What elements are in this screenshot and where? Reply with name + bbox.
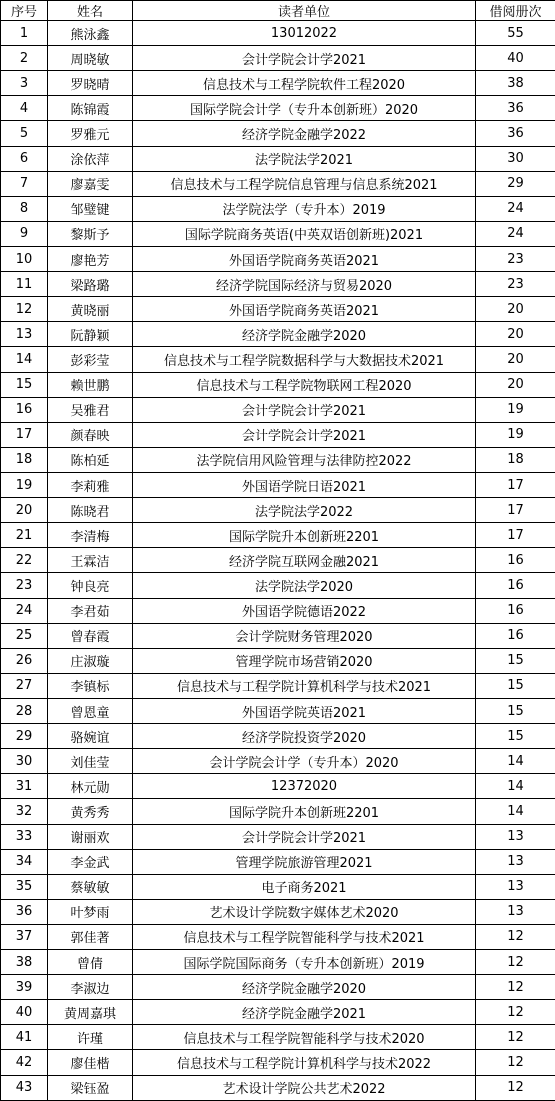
table-row <box>1 1025 555 1050</box>
table-row <box>1 196 555 221</box>
cell-serial-number: 32 <box>1 799 48 824</box>
cell-name: 周晓敏 <box>48 46 133 71</box>
cell-name: 吴雅君 <box>48 397 133 422</box>
cell-borrow-count: 30 <box>476 146 555 171</box>
cell-serial-number: 5 <box>1 121 48 146</box>
table-row <box>1 1000 555 1025</box>
cell-name: 谢丽欢 <box>48 824 133 849</box>
cell-borrow-count: 40 <box>476 46 555 71</box>
cell-borrow-count: 17 <box>476 523 555 548</box>
cell-name: 李清梅 <box>48 523 133 548</box>
cell-borrow-count: 12 <box>476 924 555 949</box>
cell-name: 林元勋 <box>48 774 133 799</box>
table-row <box>1 799 555 824</box>
table-row <box>1 749 555 774</box>
cell-borrow-count: 19 <box>476 422 555 447</box>
cell-borrow-count: 18 <box>476 447 555 472</box>
cell-serial-number: 28 <box>1 698 48 723</box>
cell-borrow-count: 12 <box>476 1000 555 1025</box>
table-row <box>1 272 555 297</box>
cell-reader-unit: 国际学院升本创新班2201 <box>133 523 476 548</box>
cell-name: 廖艳芳 <box>48 246 133 271</box>
cell-reader-unit: 外国语学院日语2021 <box>133 472 476 497</box>
cell-reader-unit: 会计学院财务管理2020 <box>133 623 476 648</box>
cell-serial-number: 21 <box>1 523 48 548</box>
cell-reader-unit: 会计学院会计学2021 <box>133 824 476 849</box>
table-row <box>1 96 555 121</box>
cell-reader-unit: 外国语学院商务英语2021 <box>133 246 476 271</box>
cell-reader-unit: 经济学院金融学2020 <box>133 322 476 347</box>
cell-reader-unit: 经济学院金融学2020 <box>133 975 476 1000</box>
cell-serial-number: 7 <box>1 171 48 196</box>
cell-reader-unit: 信息技术与工程学院软件工程2020 <box>133 71 476 96</box>
cell-reader-unit: 法学院法学（专升本）2019 <box>133 196 476 221</box>
cell-reader-unit: 国际学院国际商务（专升本创新班）2019 <box>133 950 476 975</box>
cell-borrow-count: 14 <box>476 749 555 774</box>
cell-name: 廖嘉雯 <box>48 171 133 196</box>
cell-reader-unit: 信息技术与工程学院信息管理与信息系统2021 <box>133 171 476 196</box>
cell-serial-number: 10 <box>1 246 48 271</box>
cell-name: 罗雅元 <box>48 121 133 146</box>
table-row <box>1 724 555 749</box>
cell-serial-number: 40 <box>1 1000 48 1025</box>
cell-reader-unit: 信息技术与工程学院智能科学与技术2020 <box>133 1025 476 1050</box>
table-row <box>1 422 555 447</box>
cell-borrow-count: 12 <box>476 1050 555 1075</box>
table-row <box>1 46 555 71</box>
cell-borrow-count: 16 <box>476 598 555 623</box>
cell-reader-unit: 信息技术与工程学院物联网工程2020 <box>133 372 476 397</box>
cell-reader-unit: 艺术设计学院数字媒体艺术2020 <box>133 899 476 924</box>
cell-borrow-count: 24 <box>476 221 555 246</box>
cell-name: 梁钰盈 <box>48 1075 133 1100</box>
table-row <box>1 397 555 422</box>
table-row <box>1 171 555 196</box>
table-row <box>1 523 555 548</box>
cell-name: 黄秀秀 <box>48 799 133 824</box>
cell-name: 王霖洁 <box>48 548 133 573</box>
cell-serial-number: 3 <box>1 71 48 96</box>
table-row <box>1 698 555 723</box>
cell-name: 李镇标 <box>48 673 133 698</box>
cell-serial-number: 9 <box>1 221 48 246</box>
cell-borrow-count: 14 <box>476 799 555 824</box>
table-row <box>1 21 555 46</box>
cell-name: 曾春霞 <box>48 623 133 648</box>
cell-borrow-count: 23 <box>476 246 555 271</box>
cell-reader-unit: 会计学院会计学2021 <box>133 46 476 71</box>
cell-serial-number: 2 <box>1 46 48 71</box>
table-row <box>1 623 555 648</box>
cell-serial-number: 14 <box>1 347 48 372</box>
table-row <box>1 146 555 171</box>
cell-reader-unit: 管理学院市场营销2020 <box>133 648 476 673</box>
cell-borrow-count: 13 <box>476 824 555 849</box>
table-row <box>1 824 555 849</box>
table-row <box>1 121 555 146</box>
table-row <box>1 297 555 322</box>
cell-serial-number: 18 <box>1 447 48 472</box>
cell-name: 陈锦霞 <box>48 96 133 121</box>
cell-name: 黄周嘉琪 <box>48 1000 133 1025</box>
cell-reader-unit: 信息技术与工程学院数据科学与大数据技术2021 <box>133 347 476 372</box>
cell-name: 蔡敏敏 <box>48 874 133 899</box>
cell-name: 许瑾 <box>48 1025 133 1050</box>
table-row <box>1 673 555 698</box>
cell-reader-unit: 经济学院国际经济与贸易2020 <box>133 272 476 297</box>
cell-serial-number: 26 <box>1 648 48 673</box>
cell-name: 李莉雅 <box>48 472 133 497</box>
cell-borrow-count: 24 <box>476 196 555 221</box>
table-header <box>1 1 555 21</box>
table-row <box>1 849 555 874</box>
cell-reader-unit: 管理学院旅游管理2021 <box>133 849 476 874</box>
cell-serial-number: 11 <box>1 272 48 297</box>
cell-borrow-count: 12 <box>476 1025 555 1050</box>
cell-serial-number: 43 <box>1 1075 48 1100</box>
table-row <box>1 221 555 246</box>
cell-reader-unit: 法学院法学2020 <box>133 573 476 598</box>
cell-reader-unit: 信息技术与工程学院智能科学与技术2021 <box>133 924 476 949</box>
cell-borrow-count: 14 <box>476 774 555 799</box>
table-row <box>1 774 555 799</box>
cell-reader-unit: 法学院法学2021 <box>133 146 476 171</box>
cell-name: 李君茹 <box>48 598 133 623</box>
cell-reader-unit: 经济学院金融学2022 <box>133 121 476 146</box>
cell-serial-number: 39 <box>1 975 48 1000</box>
cell-reader-unit: 会计学院会计学2021 <box>133 422 476 447</box>
cell-name: 廖佳楷 <box>48 1050 133 1075</box>
cell-borrow-count: 15 <box>476 648 555 673</box>
cell-name: 赖世鹏 <box>48 372 133 397</box>
table-row <box>1 347 555 372</box>
cell-serial-number: 6 <box>1 146 48 171</box>
cell-name: 庄淑璇 <box>48 648 133 673</box>
cell-reader-unit: 会计学院会计学2021 <box>133 397 476 422</box>
cell-name: 陈晓君 <box>48 498 133 523</box>
cell-borrow-count: 55 <box>476 21 555 46</box>
cell-name: 熊泳鑫 <box>48 21 133 46</box>
table-row <box>1 372 555 397</box>
table-row <box>1 598 555 623</box>
cell-borrow-count: 36 <box>476 96 555 121</box>
cell-serial-number: 16 <box>1 397 48 422</box>
cell-serial-number: 1 <box>1 21 48 46</box>
cell-serial-number: 17 <box>1 422 48 447</box>
table-row <box>1 71 555 96</box>
table-row <box>1 874 555 899</box>
cell-reader-unit: 法学院法学2022 <box>133 498 476 523</box>
cell-reader-unit: 会计学院会计学（专升本）2020 <box>133 749 476 774</box>
cell-name: 钟良亮 <box>48 573 133 598</box>
table-row <box>1 447 555 472</box>
cell-borrow-count: 12 <box>476 950 555 975</box>
cell-name: 邹璧键 <box>48 196 133 221</box>
cell-borrow-count: 17 <box>476 472 555 497</box>
cell-reader-unit: 国际学院会计学（专升本创新班）2020 <box>133 96 476 121</box>
cell-name: 郭佳著 <box>48 924 133 949</box>
cell-name: 叶梦雨 <box>48 899 133 924</box>
cell-name: 涂依萍 <box>48 146 133 171</box>
cell-borrow-count: 13 <box>476 849 555 874</box>
cell-reader-unit: 电子商务2021 <box>133 874 476 899</box>
table-row <box>1 548 555 573</box>
cell-name: 骆婉谊 <box>48 724 133 749</box>
header-borrow-count: 借阅册次 <box>476 1 555 21</box>
cell-reader-unit: 法学院信用风险管理与法律防控2022 <box>133 447 476 472</box>
cell-name: 罗晓晴 <box>48 71 133 96</box>
cell-borrow-count: 16 <box>476 548 555 573</box>
cell-name: 李金武 <box>48 849 133 874</box>
cell-serial-number: 29 <box>1 724 48 749</box>
cell-borrow-count: 20 <box>476 297 555 322</box>
cell-reader-unit: 外国语学院德语2022 <box>133 598 476 623</box>
cell-reader-unit: 外国语学院英语2021 <box>133 698 476 723</box>
cell-serial-number: 33 <box>1 824 48 849</box>
cell-serial-number: 15 <box>1 372 48 397</box>
cell-serial-number: 23 <box>1 573 48 598</box>
cell-name: 黄晓丽 <box>48 297 133 322</box>
cell-reader-unit: 经济学院投资学2020 <box>133 724 476 749</box>
table-row <box>1 975 555 1000</box>
cell-borrow-count: 20 <box>476 322 555 347</box>
cell-borrow-count: 15 <box>476 673 555 698</box>
cell-borrow-count: 36 <box>476 121 555 146</box>
cell-name: 陈柏延 <box>48 447 133 472</box>
table-row <box>1 924 555 949</box>
cell-serial-number: 22 <box>1 548 48 573</box>
cell-borrow-count: 12 <box>476 975 555 1000</box>
cell-serial-number: 41 <box>1 1025 48 1050</box>
cell-serial-number: 4 <box>1 96 48 121</box>
cell-borrow-count: 19 <box>476 397 555 422</box>
cell-name: 梁路璐 <box>48 272 133 297</box>
cell-serial-number: 20 <box>1 498 48 523</box>
cell-reader-unit: 国际学院升本创新班2201 <box>133 799 476 824</box>
cell-borrow-count: 13 <box>476 899 555 924</box>
header-reader-unit: 读者单位 <box>133 1 476 21</box>
table-row <box>1 1050 555 1075</box>
cell-borrow-count: 38 <box>476 71 555 96</box>
cell-serial-number: 24 <box>1 598 48 623</box>
cell-serial-number: 25 <box>1 623 48 648</box>
cell-name: 曾倩 <box>48 950 133 975</box>
cell-serial-number: 36 <box>1 899 48 924</box>
table-row <box>1 472 555 497</box>
cell-reader-unit: 信息技术与工程学院计算机科学与技术2022 <box>133 1050 476 1075</box>
header-row <box>1 1 555 21</box>
cell-borrow-count: 12 <box>476 1075 555 1100</box>
cell-borrow-count: 23 <box>476 272 555 297</box>
cell-name: 黎斯予 <box>48 221 133 246</box>
cell-name: 颜春映 <box>48 422 133 447</box>
cell-reader-unit: 艺术设计学院公共艺术2022 <box>133 1075 476 1100</box>
cell-serial-number: 27 <box>1 673 48 698</box>
table-row <box>1 950 555 975</box>
cell-borrow-count: 20 <box>476 347 555 372</box>
cell-serial-number: 8 <box>1 196 48 221</box>
cell-reader-unit: 国际学院商务英语(中英双语创新班)2021 <box>133 221 476 246</box>
cell-serial-number: 34 <box>1 849 48 874</box>
table-row <box>1 573 555 598</box>
table-row <box>1 648 555 673</box>
cell-reader-unit: 经济学院金融学2021 <box>133 1000 476 1025</box>
table-row <box>1 1075 555 1100</box>
cell-serial-number: 12 <box>1 297 48 322</box>
cell-serial-number: 30 <box>1 749 48 774</box>
cell-borrow-count: 15 <box>476 724 555 749</box>
header-name: 姓名 <box>48 1 133 21</box>
table-row <box>1 899 555 924</box>
cell-reader-unit: 13012022 <box>133 21 476 46</box>
cell-name: 彭彩莹 <box>48 347 133 372</box>
cell-name: 李淑边 <box>48 975 133 1000</box>
cell-name: 刘佳莹 <box>48 749 133 774</box>
cell-reader-unit: 12372020 <box>133 774 476 799</box>
cell-serial-number: 31 <box>1 774 48 799</box>
cell-borrow-count: 16 <box>476 573 555 598</box>
cell-serial-number: 38 <box>1 950 48 975</box>
table-row <box>1 498 555 523</box>
cell-borrow-count: 15 <box>476 698 555 723</box>
cell-borrow-count: 13 <box>476 874 555 899</box>
cell-reader-unit: 经济学院互联网金融2021 <box>133 548 476 573</box>
cell-serial-number: 37 <box>1 924 48 949</box>
cell-borrow-count: 29 <box>476 171 555 196</box>
header-serial-number: 序号 <box>1 1 48 21</box>
table-row <box>1 246 555 271</box>
cell-reader-unit: 信息技术与工程学院计算机科学与技术2021 <box>133 673 476 698</box>
cell-serial-number: 35 <box>1 874 48 899</box>
cell-name: 阮静颖 <box>48 322 133 347</box>
table-body <box>1 21 555 1101</box>
cell-borrow-count: 20 <box>476 372 555 397</box>
table-row <box>1 322 555 347</box>
cell-serial-number: 42 <box>1 1050 48 1075</box>
cell-borrow-count: 16 <box>476 623 555 648</box>
cell-serial-number: 19 <box>1 472 48 497</box>
cell-reader-unit: 外国语学院商务英语2021 <box>133 297 476 322</box>
cell-name: 曾恩童 <box>48 698 133 723</box>
cell-serial-number: 13 <box>1 322 48 347</box>
cell-borrow-count: 17 <box>476 498 555 523</box>
